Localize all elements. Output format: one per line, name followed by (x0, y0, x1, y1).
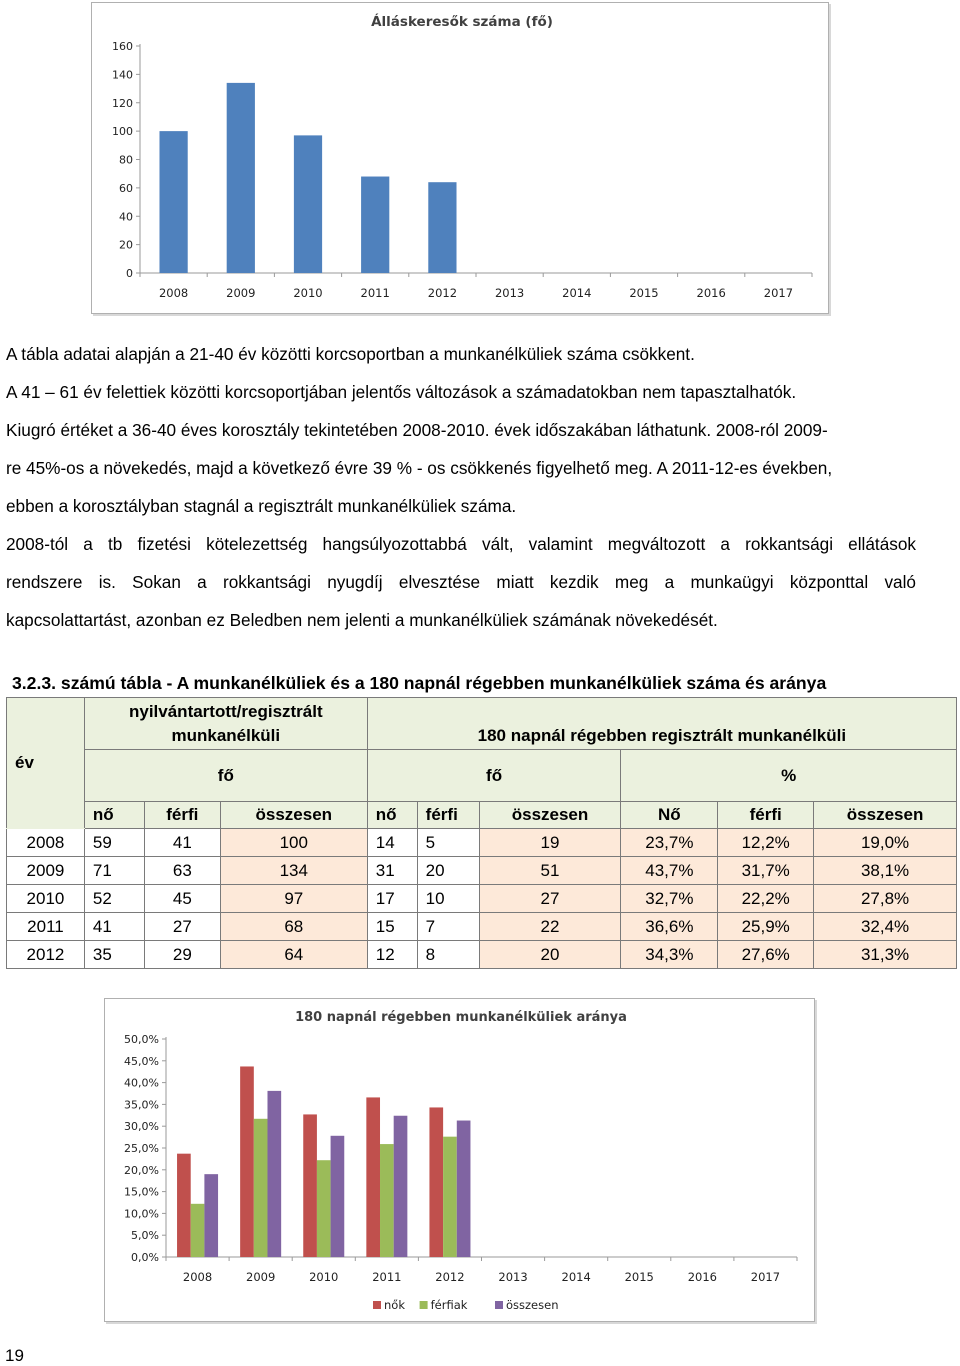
chart-title: 180 napnál régebben munkanélküliek aránya (295, 1010, 627, 1025)
y-tick-label: 15,0% (124, 1185, 159, 1199)
y-tick-label: 20,0% (124, 1163, 159, 1177)
table-cell: 31,7% (718, 857, 814, 885)
bar (331, 1136, 345, 1257)
table-cell: 27,6% (718, 941, 814, 969)
y-tick-label: 0 (126, 267, 133, 280)
paragraph-line: kapcsolattartást, azonban ez Beledben nem jelenti a munkanélküliek számának növekedését. (6, 610, 718, 630)
table-cell: 43,7% (621, 857, 718, 885)
col-header: férfi (417, 802, 479, 829)
chart-title: Álláskeresők száma (fő) (371, 14, 553, 30)
table-cell: 64 (220, 941, 367, 969)
x-tick-label: 2015 (629, 286, 659, 300)
bar (443, 1137, 457, 1257)
x-tick-label: 2013 (498, 1270, 528, 1284)
x-tick-label: 2014 (562, 286, 592, 300)
registered-group-header: nyilvántartott/regisztrált munkanélküli (84, 698, 367, 750)
table-row (7, 941, 957, 969)
job-seekers-chart-svg (92, 3, 830, 315)
y-tick-label: 10,0% (124, 1207, 159, 1221)
table-cell: 27,8% (814, 885, 957, 913)
bar (240, 1066, 254, 1257)
table-cell: 51 (479, 857, 621, 885)
bar (428, 182, 456, 273)
job-seekers-chart (91, 2, 829, 314)
table-cell: 68 (220, 913, 367, 941)
legend-swatch (420, 1301, 428, 1309)
legend-swatch (495, 1301, 503, 1309)
table-cell: 59 (84, 829, 144, 857)
y-tick-label: 80 (119, 153, 133, 167)
y-tick-label: 25,0% (124, 1142, 159, 1155)
legend-label: férfiak (430, 1298, 468, 1312)
table-cell: 27 (144, 913, 220, 941)
table-cell: 52 (84, 885, 144, 913)
paragraph-line: Kiugró értéket a 36-40 éves korosztály tekintetében 2008-2010. évek időszakában láthatunk. 2008-ról 2009- (6, 420, 828, 440)
year-header: év (7, 698, 85, 829)
x-tick-label: 2008 (182, 1270, 213, 1284)
y-tick-label: 35,0% (124, 1098, 159, 1112)
table-cell: 7 (417, 913, 479, 941)
table-cell: 45 (144, 885, 220, 913)
bar (191, 1204, 205, 1257)
y-tick-label: 120 (112, 96, 133, 110)
x-tick-label: 2014 (561, 1270, 591, 1284)
table-cell: 25,9% (718, 913, 814, 941)
x-tick-label: 2012 (427, 286, 458, 300)
table-cell: 32,4% (814, 913, 957, 941)
table-title: 3.2.3. számú tábla - A munkanélküliek és a 180 napnál régebben munkanélküliek száma és aránya (12, 673, 827, 693)
paragraph-line: A tábla adatai alapján a 21-40 év közötti korcsoportban a munkanélküliek száma csökkent. (6, 344, 695, 364)
bar (429, 1107, 443, 1257)
table-cell: 31,3% (814, 941, 957, 969)
x-tick-label: 2015 (624, 1270, 654, 1284)
col-header: férfi (144, 802, 220, 829)
bar (159, 131, 187, 273)
x-tick-label: 2010 (309, 1270, 339, 1284)
table-cell: 35 (84, 941, 144, 969)
col-header: összesen (220, 802, 367, 829)
registered-unit-header: fő (84, 750, 367, 802)
legend-swatch (373, 1301, 381, 1309)
table-cell: 8 (417, 941, 479, 969)
col-header: nő (367, 802, 417, 829)
table-cell: 5 (417, 829, 479, 857)
table-row (7, 913, 957, 941)
y-tick-label: 140 (112, 68, 133, 82)
table-cell: 27 (479, 885, 621, 913)
bar (177, 1154, 191, 1257)
table-row (7, 885, 957, 913)
table-cell: 17 (367, 885, 417, 913)
x-tick-label: 2016 (687, 1270, 717, 1284)
analysis-paragraph (6, 335, 916, 525)
x-tick-label: 2010 (293, 286, 323, 300)
bar (317, 1160, 331, 1257)
table-row (7, 857, 957, 885)
paragraph-line: 2008-tól a tb fizetési kötelezettség hangsúlyozottabbá vált, valamint megváltozott a rokkantsági ellátások (6, 534, 916, 554)
long-term-group-header: 180 napnál régebben regisztrált munkanélküli (367, 698, 956, 750)
y-tick-label: 40 (119, 210, 133, 224)
year-cell: 2009 (7, 857, 85, 885)
x-tick-label: 2008 (158, 286, 189, 300)
table-cell: 15 (367, 913, 417, 941)
year-cell: 2012 (7, 941, 85, 969)
bar (294, 135, 322, 273)
long-term-count-unit-header: fő (367, 750, 621, 802)
y-tick-label: 0,0% (131, 1251, 159, 1264)
x-tick-label: 2017 (763, 286, 794, 300)
table-cell: 20 (417, 857, 479, 885)
paragraph-line: rendszere is. Sokan a rokkantsági nyugdíj elvesztése miatt kezdik meg a munkaügyi központtal való (6, 572, 916, 592)
table-cell: 34,3% (621, 941, 718, 969)
y-tick-label: 5,0% (131, 1229, 159, 1243)
bar (303, 1114, 317, 1257)
table-cell: 41 (84, 913, 144, 941)
year-cell: 2008 (7, 829, 85, 857)
y-tick-label: 160 (112, 40, 133, 53)
x-tick-label: 2013 (494, 286, 525, 300)
bar (380, 1144, 394, 1257)
year-cell: 2011 (7, 913, 85, 941)
table-cell: 41 (144, 829, 220, 857)
col-header: Nő (621, 802, 718, 829)
col-header: összesen (479, 802, 621, 829)
long-term-ratio-chart-svg (105, 999, 816, 1323)
table-cell: 20 (479, 941, 621, 969)
x-tick-label: 2012 (435, 1270, 465, 1284)
y-tick-label: 45,0% (124, 1054, 159, 1068)
paragraph-line: ebben a korosztályban stagnál a regisztrált munkanélküliek száma. (6, 496, 517, 516)
bar (267, 1091, 281, 1257)
x-tick-label: 2016 (696, 286, 726, 300)
y-tick-label: 50,0% (124, 1033, 159, 1046)
unemployment-table (6, 697, 957, 969)
table-cell: 71 (84, 857, 144, 885)
table-cell: 19,0% (814, 829, 957, 857)
col-header: összesen (814, 802, 957, 829)
paragraph-line: re 45%-os a növekedés, majd a következő évre 39 % - os csökkenés figyelhető meg. A 2011-12-es években, (6, 458, 833, 478)
table-cell: 134 (220, 857, 367, 885)
x-tick-label: 2011 (372, 1270, 402, 1284)
x-tick-label: 2009 (246, 1270, 276, 1284)
table-cell: 63 (144, 857, 220, 885)
bar (394, 1116, 408, 1257)
table-cell: 97 (220, 885, 367, 913)
table-cell: 32,7% (621, 885, 718, 913)
context-paragraph (6, 525, 916, 639)
col-header: férfi (718, 802, 814, 829)
table-cell: 10 (417, 885, 479, 913)
table-cell: 12,2% (718, 829, 814, 857)
table-cell: 22 (479, 913, 621, 941)
bar (366, 1097, 380, 1257)
long-term-percent-unit-header: % (621, 750, 957, 802)
y-tick-label: 100 (112, 125, 133, 139)
table-cell: 100 (220, 829, 367, 857)
year-cell: 2010 (7, 885, 85, 913)
bar (457, 1121, 471, 1257)
bar (254, 1119, 268, 1257)
table-cell: 31 (367, 857, 417, 885)
table-cell: 14 (367, 829, 417, 857)
col-header: nő (84, 802, 144, 829)
table-cell: 23,7% (621, 829, 718, 857)
x-tick-label: 2017 (750, 1270, 781, 1284)
y-tick-label: 60 (119, 181, 133, 195)
table-cell: 22,2% (718, 885, 814, 913)
table-cell: 36,6% (621, 913, 718, 941)
table-cell: 29 (144, 941, 220, 969)
table-cell: 12 (367, 941, 417, 969)
table-cell: 38,1% (814, 857, 957, 885)
paragraph-line: A 41 – 61 év felettiek közötti korcsoportjában jelentős változások a számadatokban nem tapasztalhatók. (6, 382, 797, 402)
table-cell: 19 (479, 829, 621, 857)
table-row (7, 829, 957, 857)
x-tick-label: 2011 (360, 286, 390, 300)
bar (204, 1174, 218, 1257)
bar (361, 177, 389, 273)
legend-label: összesen (506, 1298, 559, 1312)
legend-label: nők (384, 1298, 405, 1312)
bar (227, 83, 255, 273)
y-tick-label: 20 (119, 238, 133, 252)
y-tick-label: 40,0% (124, 1076, 159, 1090)
y-tick-label: 30,0% (124, 1120, 159, 1134)
long-term-ratio-chart (104, 998, 815, 1322)
page-number: 19 (5, 1346, 24, 1365)
x-tick-label: 2009 (226, 286, 256, 300)
